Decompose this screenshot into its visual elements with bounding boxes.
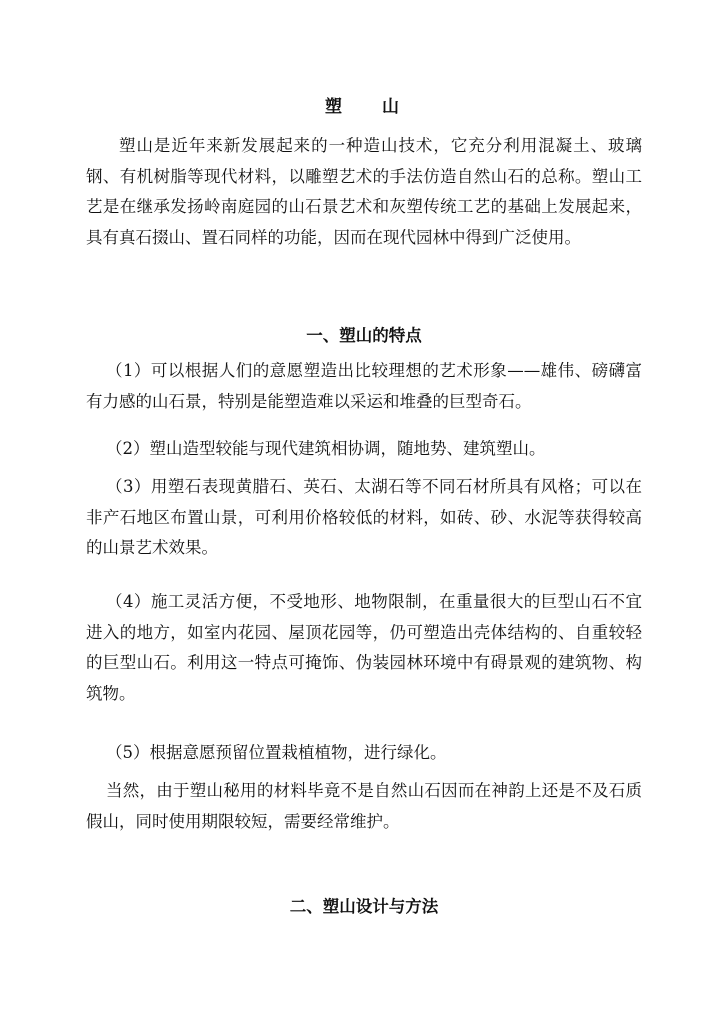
title-char-1: 塑 [325,97,342,117]
section-heading-1: 一、塑山的特点 [306,326,422,345]
feature-item-5: （5）根据意愿预留位置栽植植物，进行绿化。 [106,743,447,762]
feature-item-3: （3）用塑石表现黄腊石、英石、太湖石等不同石材所具有风格；可以在非产石地区布置山景，可利用价格较低的材料，如砖、砂、水泥等获得较高的山景艺术效果。 [86,477,642,558]
section-heading-2: 二、塑山设计与方法 [289,897,439,916]
title-char-2: 山 [382,97,399,117]
closing-paragraph: 当然，由于塑山秘用的材料毕竟不是自然山石因而在神韵上还是不及石质假山，同时使用期限较短，需要经常维护。 [86,781,642,831]
feature-item-4: （4）施工灵活方便，不受地形、地物限制，在重量很大的巨型山石不宜进入的地方，如室内花园、屋顶花园等，仍可塑造出壳体结构的、自重较轻的巨型山石。利用这一特点可掩饰、伪装园林环境中有碍景观的建筑物、构筑物。 [86,592,642,703]
intro-paragraph: 塑山是近年来新发展起来的一种造山技术，它充分利用混凝土、玻璃钢、有机树脂等现代材料，以雕塑艺术的手法仿造自然山石的总称。塑山工艺是在继承发扬岭南庭园的山石景艺术和灰塑传统工艺的基础上发展起来，具有真石掇山、置石同样的功能，因而在现代园林中得到广泛使用。 [86,136,642,247]
feature-item-1: （1）可以根据人们的意愿塑造出比较理想的艺术形象——雄伟、磅礴富有力感的山石景，特别是能塑造难以采运和堆叠的巨型奇石。 [86,361,642,411]
page-title [0,92,724,117]
feature-item-2: （2）塑山造型较能与现代建筑相协调，随地势、建筑塑山。 [106,439,546,458]
